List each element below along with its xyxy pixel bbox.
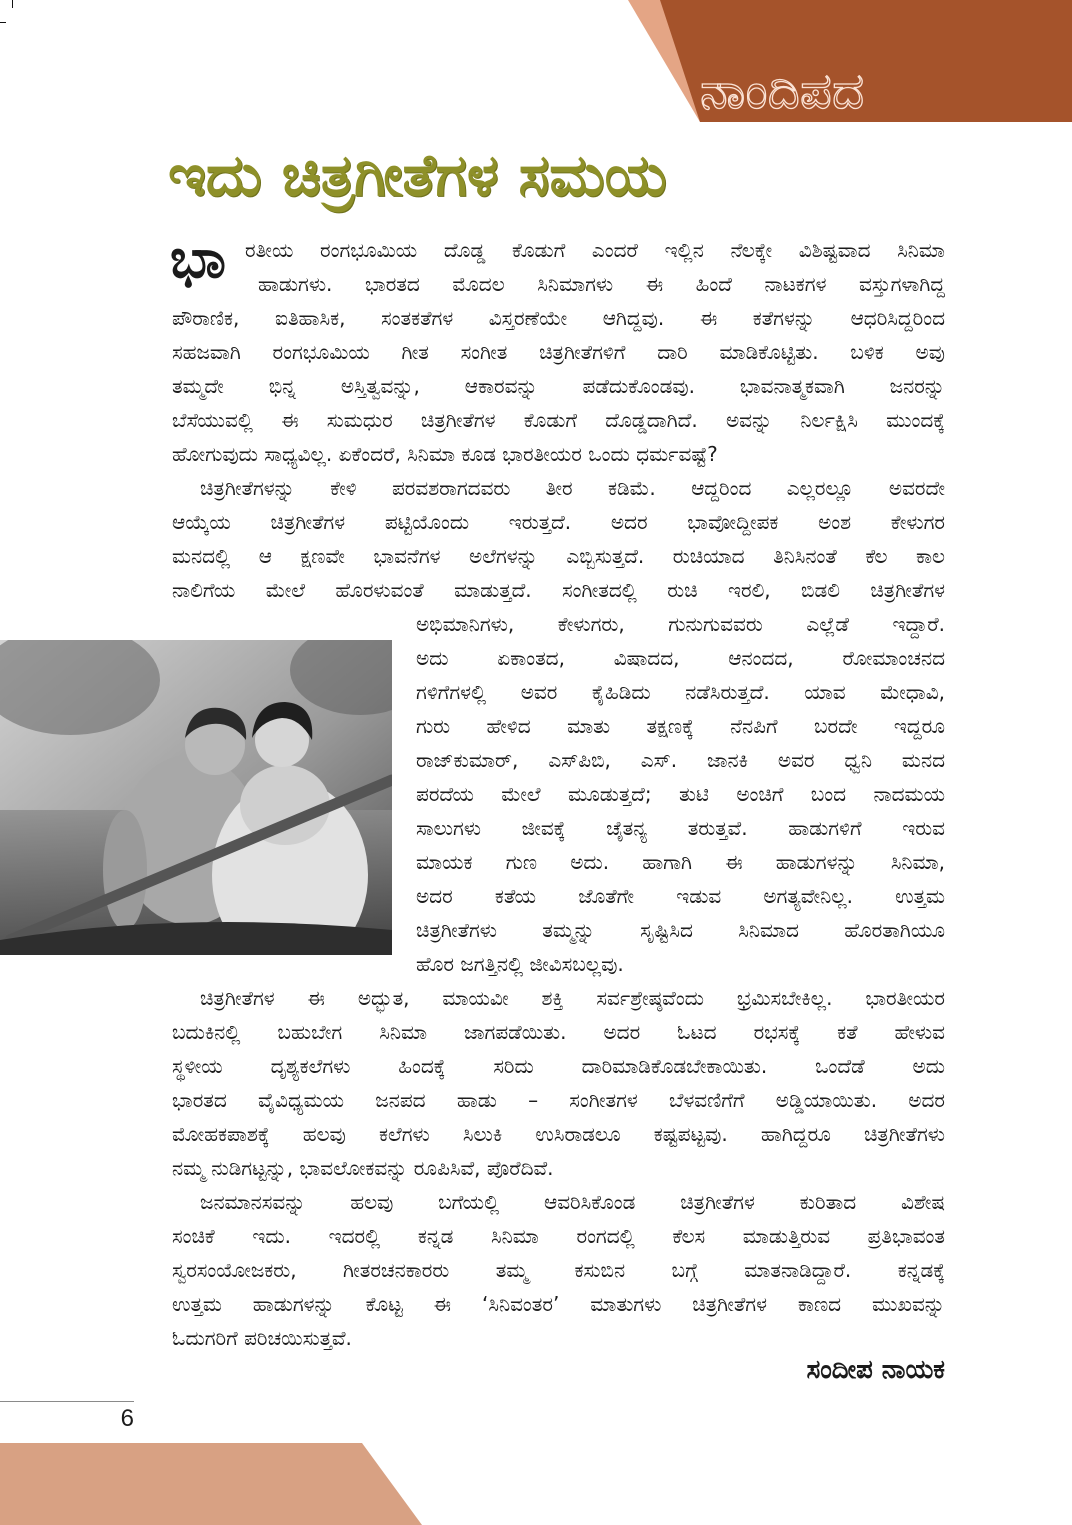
bottom-band-shape	[0, 1443, 422, 1525]
body-line: ಬೆಸೆಯುವಲ್ಲಿ ಈ ಸುಮಧುರ ಚಿತ್ರಗೀತೆಗಳ ಕೊಡುಗೆ ದೊಡ್ಡದಾಗಿದೆ. ಅವನ್ನು ನಿರ್ಲಕ್ಷಿಸಿ ಮುಂದಕ್ಕೆ	[172, 408, 945, 432]
body-line: ಹೋಗುವುದು ಸಾಧ್ಯವಿಲ್ಲ. ಏಕೆಂದರೆ, ಸಿನಿಮಾ ಕೂಡ ಭಾರತೀಯರ ಒಂದು ಧರ್ಮವಷ್ಟೆ?	[172, 442, 718, 466]
crop-mark	[12, 0, 13, 8]
body-line: ರತೀಯ ರಂಗಭೂಮಿಯ ದೊಡ್ಡ ಕೊಡುಗೆ ಎಂದರೆ ಇಲ್ಲಿನ ನೆಲಕ್ಕೇ ವಿಶಿಷ್ಟವಾದ ಸಿನಿಮಾ	[245, 238, 945, 262]
page-number: 6	[120, 1405, 134, 1432]
body-line: ಮೋಹಕಪಾಶಕ್ಕೆ ಹಲವು ಕಲೆಗಳು ಸಿಲುಕಿ ಉಸಿರಾಡಲೂ ಕಷ್ಟಪಟ್ಟವು. ಹಾಗಿದ್ದರೂ ಚಿತ್ರಗೀತೆಗಳು	[172, 1122, 945, 1146]
section-label: ನಾಂದಿಪದ	[700, 62, 865, 120]
body-line: ಭಾರತದ ವೈವಿಧ್ಯಮಯ ಜನಪದ ಹಾಡು – ಸಂಗೀತಗಳ ಬೆಳವಣಿಗೆಗೆ ಅಡ್ಡಿಯಾಯಿತು. ಅದರ	[172, 1088, 945, 1112]
body-line: ರಾಜ್‌ಕುಮಾರ್, ಎಸ್‌ಪಿಬಿ, ಎಸ್. ಜಾನಕಿ ಅವರ ಧ್ವನಿ ಮನದ	[416, 748, 945, 772]
body-line: ಉತ್ತಮ ಹಾಡುಗಳನ್ನು ಕೊಟ್ಟ ಈ ‘ಸಿನಿವಂತರ’ ಮಾತುಗಳು ಚಿತ್ರಗೀತೆಗಳ ಕಾಣದ ಮುಖವನ್ನು	[172, 1292, 945, 1316]
body-line: ಅದರ ಕತೆಯ ಜೊತೆಗೇ ಇಡುವ ಅಗತ್ಯವೇನಿಲ್ಲ. ಉತ್ತಮ	[416, 884, 945, 908]
body-line: ಮಾಯಕ ಗುಣ ಅದು. ಹಾಗಾಗಿ ಈ ಹಾಡುಗಳನ್ನು ಸಿನಿಮಾ,	[416, 850, 945, 874]
crop-mark	[0, 22, 6, 23]
photo-man-arm	[103, 810, 147, 930]
body-line: ಸಂಚಿಕೆ ಇದು. ಇದರಲ್ಲಿ ಕನ್ನಡ ಸಿನಿಮಾ ರಂಗದಲ್ಲಿ ಕೆಲಸ ಮಾಡುತ್ತಿರುವ ಪ್ರತಿಭಾವಂತ	[172, 1224, 945, 1248]
body-line: ಪೌರಾಣಿಕ, ಐತಿಹಾಸಿಕ, ಸಂತಕತೆಗಳ ವಿಸ್ತರಣೆಯೇ ಆಗಿದ್ದವು. ಈ ಕತೆಗಳನ್ನು ಆಧರಿಸಿದ್ದರಿಂದ	[172, 306, 945, 330]
body-line: ಸ್ಥಳೀಯ ದೃಶ್ಯಕಲೆಗಳು ಹಿಂದಕ್ಕೆ ಸರಿದು ದಾರಿಮಾಡಿಕೊಡಬೇಕಾಯಿತು. ಒಂದೆಡೆ ಅದು	[172, 1054, 945, 1078]
drop-cap: ಭಾ	[170, 227, 226, 290]
body-line: ಹೊರ ಜಗತ್ತಿನಲ್ಲಿ ಜೀವಿಸಬಲ್ಲವು.	[416, 952, 624, 976]
body-line: ತಮ್ಮದೇ ಭಿನ್ನ ಅಸ್ತಿತ್ವವನ್ನು, ಆಕಾರವನ್ನು ಪಡೆದುಕೊಂಡವು. ಭಾವನಾತ್ಮಕವಾಗಿ ಜನರನ್ನು	[172, 374, 945, 398]
body-line: ನಾಲಿಗೆಯ ಮೇಲೆ ಹೊರಳುವಂತೆ ಮಾಡುತ್ತದೆ. ಸಂಗೀತದಲ್ಲಿ ರುಚಿ ಇರಲಿ, ಬಿಡಲಿ ಚಿತ್ರಗೀತೆಗಳ	[172, 578, 945, 602]
body-line: ಪರದೆಯ ಮೇಲೆ ಮೂಡುತ್ತದೆ; ತುಟಿ ಅಂಚಿಗೆ ಬಂದ ನಾದಮಯ	[416, 782, 945, 806]
body-line: ಸ್ವರಸಂಯೋಜಕರು, ಗೀತರಚನಕಾರರು ತಮ್ಮ ಕಸುಬಿನ ಬಗ್ಗೆ ಮಾತನಾಡಿದ್ದಾರೆ. ಕನ್ನಡಕ್ಕೆ	[172, 1258, 945, 1282]
body-line: ಚಿತ್ರಗೀತೆಗಳು ತಮ್ಮನ್ನು ಸೃಷ್ಟಿಸಿದ ಸಿನಿಮಾದ ಹೊರತಾಗಿಯೂ	[416, 918, 945, 942]
body-line: ಗುರು ಹೇಳಿದ ಮಾತು ತಕ್ಷಣಕ್ಕೆ ನೆನಪಿಗೆ ಬರದೇ ಇದ್ದರೂ	[416, 714, 945, 738]
body-line: ಹಾಡುಗಳು. ಭಾರತದ ಮೊದಲ ಸಿನಿಮಾಗಳು ಈ ಹಿಂದೆ ನಾಟಕಗಳ ವಸ್ತುಗಳಾಗಿದ್ದ	[258, 272, 945, 296]
body-line: ಆಯ್ಕೆಯ ಚಿತ್ರಗೀತೆಗಳ ಪಟ್ಟಿಯೊಂದು ಇರುತ್ತದೆ. ಅದರ ಭಾವೋದ್ದೀಪಕ ಅಂಶ ಕೇಳುಗರ	[172, 510, 945, 534]
body-line: ಮನದಲ್ಲಿ ಆ ಕ್ಷಣವೇ ಭಾವನೆಗಳ ಅಲೆಗಳನ್ನು ಎಬ್ಬಿಸುತ್ತದೆ. ರುಚಿಯಾದ ತಿನಿಸಿನಂತೆ ಕೆಲ ಕಾಲ	[172, 544, 945, 568]
article-title: ಇದು ಚಿತ್ರಗೀತೆಗಳ ಸಮಯ	[168, 141, 667, 209]
page-number-rule	[0, 1401, 134, 1402]
body-line: ಅಭಿಮಾನಿಗಳು, ಕೇಳುಗರು, ಗುನುಗುವವರು ಎಲ್ಲೆಡೆ ಇದ್ದಾರೆ.	[416, 612, 945, 636]
body-line: ಸಾಲುಗಳು ಜೀವಕ್ಕೆ ಚೈತನ್ಯ ತರುತ್ತವೆ. ಹಾಡುಗಳಿಗೆ ಇರುವ	[416, 816, 945, 840]
bottom-decor-band	[0, 1440, 430, 1525]
film-still-photo	[0, 640, 392, 955]
body-line: ಸಹಜವಾಗಿ ರಂಗಭೂಮಿಯ ಗೀತ ಸಂಗೀತ ಚಿತ್ರಗೀತೆಗಳಿಗೆ ದಾರಿ ಮಾಡಿಕೊಟ್ಟಿತು. ಬಳಿಕ ಅವು	[172, 340, 945, 364]
body-line: ಚಿತ್ರಗೀತೆಗಳ ಈ ಅದ್ಭುತ, ಮಾಯವೀ ಶಕ್ತಿ ಸರ್ವಶ್ರೇಷ್ಠವೆಂದು ಭ್ರಮಿಸಬೇಕಿಲ್ಲ. ಭಾರತೀಯರ	[200, 986, 945, 1010]
body-line: ಓದುಗರಿಗೆ ಪರಿಚಯಿಸುತ್ತವೆ.	[172, 1326, 352, 1350]
body-line: ಅದು ಏಕಾಂತದ, ವಿಷಾದದ, ಆನಂದದ, ರೋಮಾಂಚನದ	[416, 646, 945, 670]
body-line: ಗಳಿಗೆಗಳಲ್ಲಿ ಅವರ ಕೈಹಿಡಿದು ನಡೆಸಿರುತ್ತದೆ. ಯಾವ ಮೇಧಾವಿ,	[416, 680, 945, 704]
body-line: ಬದುಕಿನಲ್ಲಿ ಬಹುಬೇಗ ಸಿನಿಮಾ ಜಾಗಪಡೆಯಿತು. ಅದರ ಓಟದ ರಭಸಕ್ಕೆ ಕತೆ ಹೇಳುವ	[172, 1020, 945, 1044]
body-line: ನಮ್ಮ ನುಡಿಗಟ್ಟನ್ನು, ಭಾವಲೋಕವನ್ನು ರೂಪಿಸಿವೆ, ಪೊರೆದಿವೆ.	[172, 1156, 554, 1180]
body-line: ಚಿತ್ರಗೀತೆಗಳನ್ನು ಕೇಳಿ ಪರವಶರಾಗದವರು ತೀರ ಕಡಿಮೆ. ಆದ್ದರಿಂದ ಎಲ್ಲರಲ್ಲೂ ಅವರದೇ	[200, 476, 945, 500]
author-signature: ಸಂದೀಪ ನಾಯಕ	[806, 1355, 945, 1385]
body-line: ಜನಮಾನಸವನ್ನು ಹಲವು ಬಗೆಯಲ್ಲಿ ಆವರಿಸಿಕೊಂಡ ಚಿತ್ರಗೀತೆಗಳ ಕುರಿತಾದ ವಿಶೇಷ	[200, 1190, 945, 1214]
